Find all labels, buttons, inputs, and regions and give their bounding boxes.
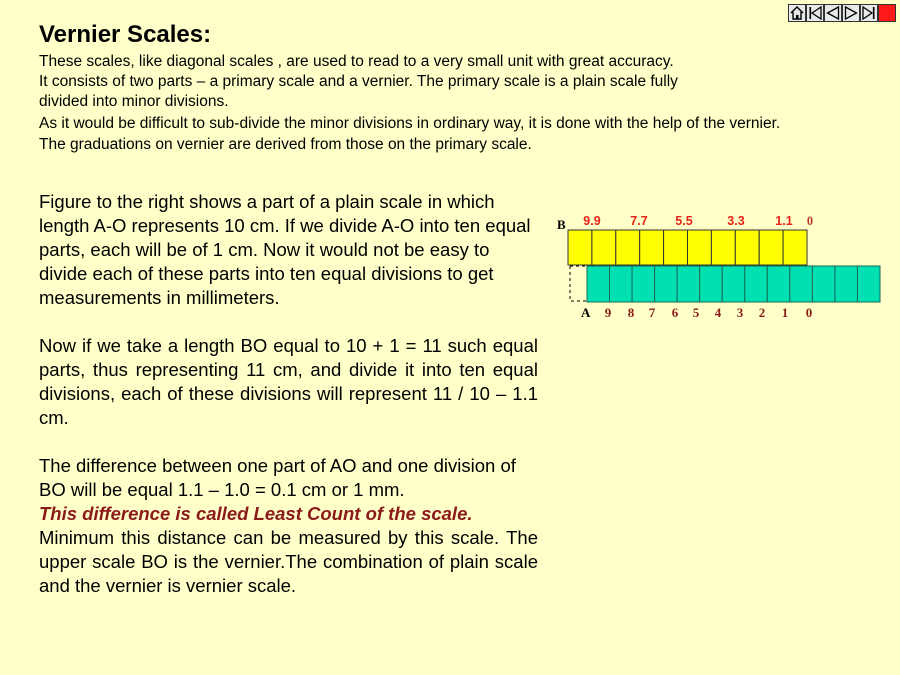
b-to-a-connector <box>570 266 586 301</box>
main-scale-label: 2 <box>758 305 766 320</box>
paragraph-figure-description: Figure to the right shows a part of a plain scale in which length A-O represents 10 cm. If we divide A-O into ten equal parts, each will be of 1 cm. Now it would not be easy to divide each of these parts into ten equal divisions to get measurements in millimeters. <box>39 191 531 308</box>
vernier-scale <box>568 230 807 265</box>
main-scale-division <box>677 266 700 302</box>
intro-line-2: It consists of two parts – a primary scale and a vernier. The primary scale is a plain scale fully <box>39 73 678 90</box>
main-scale-label: 1 <box>781 305 789 320</box>
least-count-definition: This difference is called Least Count of the scale. <box>39 503 473 524</box>
intro-line-1: These scales, like diagonal scales , are used to read to a very small unit with great accuracy. <box>39 53 674 70</box>
main-scale-division <box>610 266 633 302</box>
home-icon <box>790 6 804 20</box>
main-scale-label: 9 <box>604 305 612 320</box>
main-scale-label: 0 <box>805 305 813 320</box>
main-scale <box>587 266 880 302</box>
difference-text: The difference between one part of AO and one division of BO will be equal 1.1 – 1.0 = 0.1 cm or 1 mm. <box>39 455 516 500</box>
vernier-label: 5.5 <box>675 214 693 228</box>
label-b: B <box>557 217 566 232</box>
explanation-text <box>39 190 538 598</box>
previous-slide-button[interactable] <box>824 4 842 22</box>
main-scale-division <box>835 266 858 302</box>
last-icon <box>862 6 876 20</box>
vernier-label: 3.3 <box>727 214 745 228</box>
main-scale-division <box>587 266 610 302</box>
label-a: A <box>581 305 591 320</box>
main-scale-label: 3 <box>736 305 744 320</box>
page-title: Vernier Scales: <box>39 21 212 48</box>
main-scale-division <box>722 266 745 302</box>
vernier-diagram <box>550 206 885 326</box>
intro-line-4: As it would be difficult to sub-divide the minor divisions in ordinary way, it is done with the help of the vernier. <box>39 115 781 132</box>
intro-line-5: The graduations on vernier are derived from those on the primary scale. <box>39 136 532 153</box>
main-scale-division <box>767 266 790 302</box>
paragraph-vernier-summary: Minimum this distance can be measured by this scale. The upper scale BO is the vernier.The combination of plain scale and the vernier is vernier scale. <box>39 527 538 596</box>
main-scale-division <box>745 266 768 302</box>
vernier-division <box>783 230 807 265</box>
vernier-division <box>688 230 712 265</box>
paragraph-difference <box>39 454 538 526</box>
main-scale-division <box>700 266 723 302</box>
last-slide-button[interactable] <box>860 4 878 22</box>
next-slide-button[interactable] <box>842 4 860 22</box>
vernier-label: 9.9 <box>583 214 601 228</box>
vernier-label: 0 <box>806 214 814 228</box>
home-button[interactable] <box>788 4 806 22</box>
vernier-division <box>568 230 592 265</box>
vernier-label: 1.1 <box>775 214 793 228</box>
main-scale-division <box>812 266 835 302</box>
next-icon <box>844 6 858 20</box>
end-show-button[interactable] <box>878 4 896 22</box>
main-scale-division <box>790 266 813 302</box>
first-icon <box>808 6 822 20</box>
vernier-labels-group <box>583 214 813 228</box>
main-scale-label: 6 <box>671 305 679 320</box>
main-labels-group <box>605 305 813 320</box>
paragraph-bo-length: Now if we take a length BO equal to 10 + 1 = 11 such equal parts, thus representing 11 cm, and divide it into ten equal divisions, each of these divisions will represent 11 / 10 – 1.1 cm. <box>39 335 538 428</box>
main-scale-division <box>655 266 678 302</box>
main-scale-label: 4 <box>714 305 722 320</box>
first-slide-button[interactable] <box>806 4 824 22</box>
main-scale-label: 8 <box>627 305 635 320</box>
vernier-division <box>640 230 664 265</box>
vernier-division <box>711 230 735 265</box>
prev-icon <box>826 6 840 20</box>
vernier-division <box>664 230 688 265</box>
vernier-division <box>759 230 783 265</box>
navigation-bar <box>788 4 896 23</box>
main-scale-label: 5 <box>692 305 700 320</box>
vernier-division <box>616 230 640 265</box>
vernier-division <box>735 230 759 265</box>
vernier-label: 7.7 <box>630 214 648 228</box>
vernier-division <box>592 230 616 265</box>
main-scale-label: 7 <box>648 305 656 320</box>
main-scale-division <box>632 266 655 302</box>
intro-line-3: divided into minor divisions. <box>39 93 229 110</box>
main-scale-division <box>857 266 880 302</box>
